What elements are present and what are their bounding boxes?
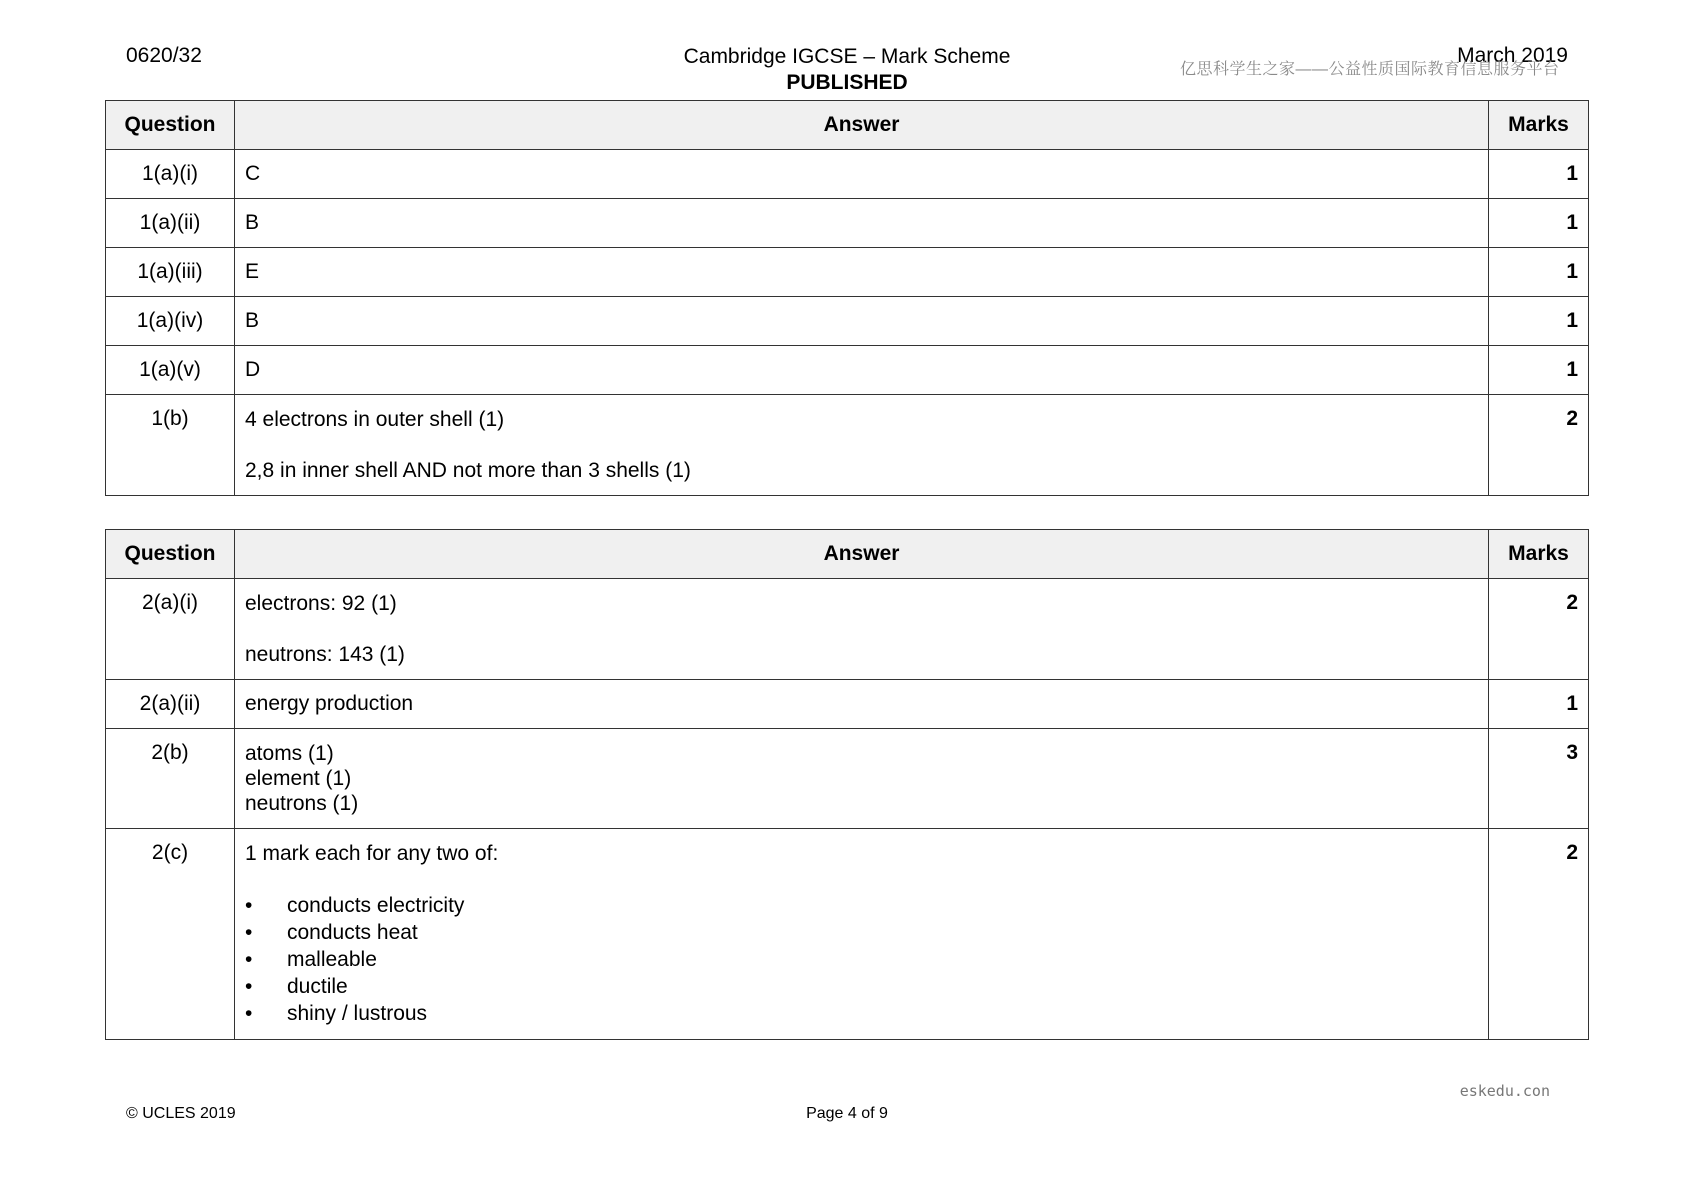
marks-cell: 1	[1489, 248, 1589, 297]
marks-cell: 1	[1489, 346, 1589, 395]
document-date: March 2019	[1457, 44, 1568, 67]
answer-cell: E	[235, 248, 1489, 297]
answer-cell: B	[235, 199, 1489, 248]
answer-line: neutrons: 143 (1)	[245, 643, 405, 666]
answer-line: electrons: 92 (1)	[245, 592, 397, 615]
bullet-item	[245, 892, 1478, 919]
watermark-text: 亿思科学生之家——公益性质国际教育信息服务平台	[1180, 61, 1560, 78]
answer-cell	[235, 829, 1489, 1040]
page-number: Page 4 of 9	[806, 1105, 888, 1122]
answer-cell	[235, 579, 1489, 680]
table-row	[106, 248, 1589, 297]
bullet-text: shiny / lustrous	[287, 1002, 428, 1025]
answer-header: Answer	[235, 101, 1489, 150]
answer-cell	[235, 395, 1489, 496]
question-cell: 1(a)(v)	[106, 346, 235, 395]
document-title: Cambridge IGCSE – Mark Scheme	[683, 45, 1011, 68]
marks-header: Marks	[1489, 101, 1589, 150]
question-header: Question	[106, 101, 235, 150]
answer-intro: 1 mark each for any two of:	[245, 842, 499, 865]
bullet-icon: •	[245, 975, 253, 998]
question-cell: 1(a)(i)	[106, 150, 235, 199]
bullet-text: malleable	[287, 948, 377, 971]
table-row	[106, 346, 1589, 395]
mark-scheme-table-1	[105, 100, 1589, 496]
question-cell: 2(b)	[106, 729, 235, 829]
answer-cell: C	[235, 150, 1489, 199]
answer-cell: D	[235, 346, 1489, 395]
question-cell: 2(a)(i)	[106, 579, 235, 680]
table-header-row	[106, 101, 1589, 150]
copyright-text: © UCLES 2019	[126, 1105, 236, 1122]
mark-scheme-table-2	[105, 529, 1589, 1040]
marks-cell: 2	[1489, 579, 1589, 680]
question-cell: 1(a)(ii)	[106, 199, 235, 248]
table-row	[106, 395, 1589, 496]
marks-header: Marks	[1489, 530, 1589, 579]
question-cell: 1(a)(iii)	[106, 248, 235, 297]
bullet-item	[245, 973, 1478, 1000]
bullet-list	[245, 892, 1478, 1027]
bullet-item	[245, 1000, 1478, 1027]
marks-cell: 2	[1489, 829, 1589, 1040]
site-watermark: eskedu.con	[1459, 1082, 1550, 1100]
answer-line: 2,8 in inner shell AND not more than 3 shells (1)	[245, 459, 691, 482]
answer-cell	[235, 729, 1489, 829]
table-row	[106, 729, 1589, 829]
table-row	[106, 297, 1589, 346]
published-label: PUBLISHED	[786, 71, 908, 94]
marks-cell: 1	[1489, 199, 1589, 248]
answer-cell: energy production	[235, 680, 1489, 729]
table-row	[106, 199, 1589, 248]
marks-cell: 2	[1489, 395, 1589, 496]
question-cell: 1(a)(iv)	[106, 297, 235, 346]
answer-line: neutrons (1)	[245, 792, 359, 815]
question-cell: 2(c)	[106, 829, 235, 1040]
answer-line: 4 electrons in outer shell (1)	[245, 408, 505, 431]
marks-cell: 1	[1489, 297, 1589, 346]
bullet-text: ductile	[287, 975, 348, 998]
table-row	[106, 680, 1589, 729]
bullet-icon: •	[245, 1002, 253, 1025]
bullet-text: conducts electricity	[287, 894, 465, 917]
answer-cell: B	[235, 297, 1489, 346]
question-cell: 2(a)(ii)	[106, 680, 235, 729]
bullet-text: conducts heat	[287, 921, 418, 944]
marks-cell: 1	[1489, 680, 1589, 729]
bullet-item	[245, 946, 1478, 973]
marks-cell: 3	[1489, 729, 1589, 829]
marks-cell: 1	[1489, 150, 1589, 199]
bullet-icon: •	[245, 948, 253, 971]
answer-line: atoms (1)	[245, 742, 334, 765]
bullet-icon: •	[245, 894, 253, 917]
bullet-icon: •	[245, 921, 253, 944]
question-cell: 1(b)	[106, 395, 235, 496]
question-header: Question	[106, 530, 235, 579]
document-code: 0620/32	[126, 44, 202, 67]
table-header-row	[106, 530, 1589, 579]
answer-header: Answer	[235, 530, 1489, 579]
answer-line: element (1)	[245, 767, 352, 790]
table-row	[106, 579, 1589, 680]
table-row	[106, 150, 1589, 199]
table-row	[106, 829, 1589, 1040]
bullet-item	[245, 919, 1478, 946]
